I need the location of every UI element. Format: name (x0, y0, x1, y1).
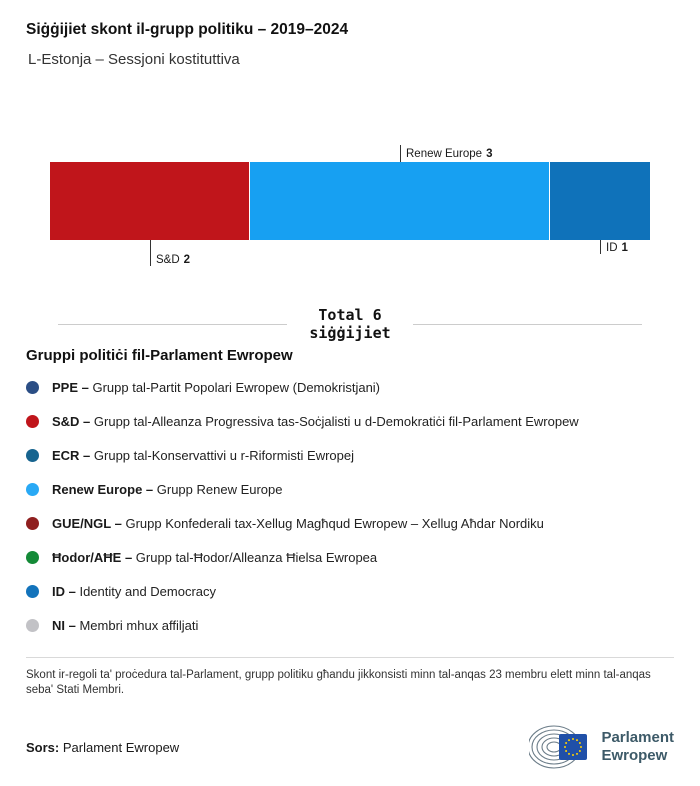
logo-line-1: Parlament (601, 729, 674, 746)
divider-line-left (58, 324, 287, 325)
legend-item-label: NI – Membri mhux affiljati (52, 617, 199, 633)
legend-color-dot (26, 449, 39, 462)
bar-segment-label-renew-europe: Renew Europe 3 (400, 145, 492, 162)
legend-item-id (26, 574, 674, 608)
legend-item-ecr (26, 438, 674, 472)
total-line-1: Total 6 (318, 306, 382, 324)
hemicycle-flag-icon (529, 724, 593, 770)
legend-item-ppe (26, 370, 674, 404)
legend-color-dot (26, 483, 39, 496)
legend-item-label: ECR – Grupp tal-Konservattivi u r-Riformisti Ewropej (52, 447, 354, 463)
legend-color-dot (26, 585, 39, 598)
bar-segment-label-s-d: S&D 2 (150, 240, 190, 266)
seat-bar-chart (50, 147, 650, 266)
legend-heading: Gruppi politiċi fil-Parlament Ewropew (26, 347, 293, 364)
legend-item-label: Renew Europe – Grupp Renew Europe (52, 481, 283, 497)
page-subtitle: L-Estonja – Sessjoni kostituttiva (28, 51, 240, 68)
legend-color-dot (26, 619, 39, 632)
legend-item-s-d (26, 404, 674, 438)
total-seats-row (58, 306, 642, 342)
legend-color-dot (26, 551, 39, 564)
legend-item-gue-ngl (26, 506, 674, 540)
bar-segment-s-d (50, 162, 250, 240)
legend-item-odor-a-e (26, 540, 674, 574)
legend-item-label: Ħodor/AĦE – Grupp tal-Ħodor/Alleanza Ħielsa Ewropea (52, 549, 378, 565)
legend-color-dot (26, 415, 39, 428)
footer-divider (26, 657, 674, 658)
source-label: Sors: (26, 739, 60, 755)
page-title: Siġġijiet skont il-grupp politiku – 2019–2024 (26, 21, 349, 38)
source-value: Parlament Ewropew (62, 739, 180, 755)
legend-list (26, 370, 674, 642)
legend-item-ni (26, 608, 674, 642)
footnote: Skont ir-regoli ta' proċedura tal-Parlament, grupp politiku għandu jikkonsisti minn tal-anqas 23 membru elett minn tal-anqas seba' Stati Membri. (26, 669, 651, 696)
footer-row (26, 724, 674, 770)
logo-wordmark (601, 729, 674, 765)
legend-color-dot (26, 517, 39, 530)
bar-segment-label-id: ID 1 (600, 240, 628, 254)
legend-item-label: PPE – Grupp tal-Partit Popolari Ewropew (Demokristjani) (52, 379, 381, 395)
legend-item-label: ID – Identity and Democracy (52, 583, 217, 599)
divider-line-right (413, 324, 642, 325)
stacked-bar (50, 162, 650, 240)
bar-segment-id (550, 162, 650, 240)
legend-item-renew-europe (26, 472, 674, 506)
legend-color-dot (26, 381, 39, 394)
total-seats-label (303, 306, 396, 342)
bar-segment-renew-europe (250, 162, 550, 240)
total-line-2: siġġijiet (309, 324, 391, 342)
logo-line-2: Ewropew (601, 747, 668, 764)
legend-item-label: GUE/NGL – Grupp Konfederali tax-Xellug Magħqud Ewropew – Xellug Aħdar Nordiku (52, 515, 544, 531)
legend-item-label: S&D – Grupp tal-Alleanza Progressiva tas-Soċjalisti u d-Demokratiċi fil-Parlament Ewropew (52, 413, 579, 429)
european-parliament-logo (529, 724, 674, 770)
source-line (26, 740, 179, 755)
